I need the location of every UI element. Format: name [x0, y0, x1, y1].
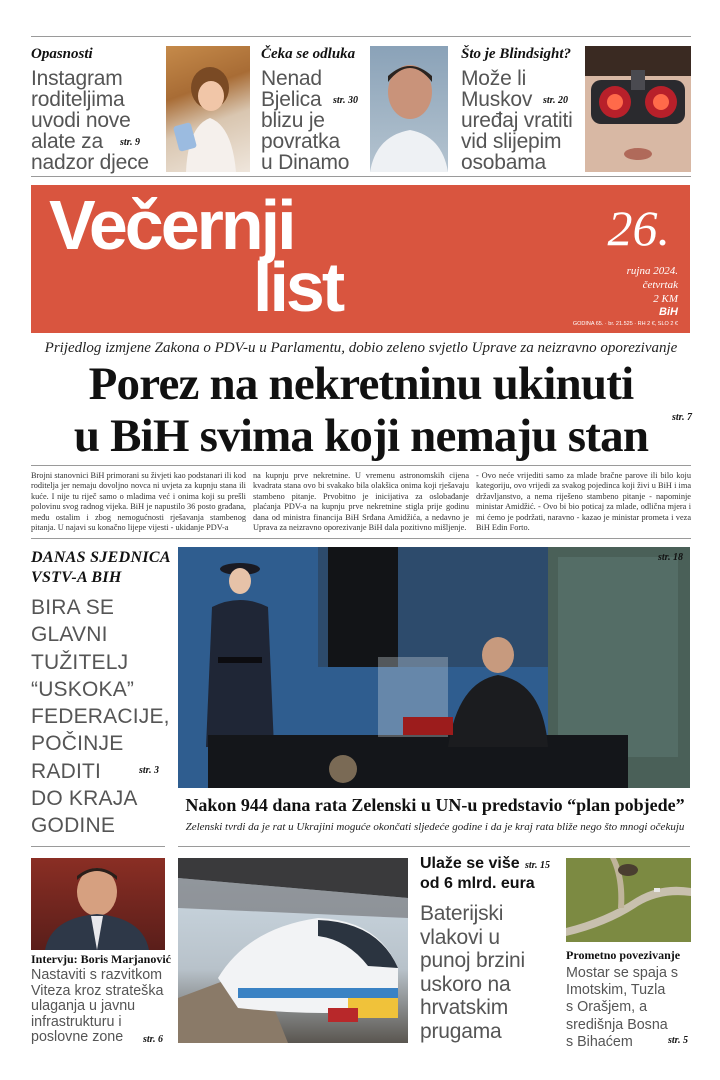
issue-day: 26. [607, 200, 670, 256]
vision-device-photo[interactable] [585, 46, 691, 172]
masthead[interactable] [31, 185, 690, 333]
issue-price: 2 KM [653, 293, 678, 305]
teaser-kicker: Što je Blindsight? [461, 46, 572, 62]
teaser-title[interactable]: Instagram roditeljima uvodi nove alate za nadzor djece [31, 67, 149, 174]
teaser-bottom-rule [31, 176, 691, 177]
lead-column-3: - Ovo neće vrijediti samo za mlade bračne parove ili bilo koju kategoriju, ovo vrijedi za svakog pojedinca koji živi u BiH i ima državljanstvo, a nema riješeno stambeno pitanje - napominje ministar Amidžić. - Ovo bi bio poticaj za mlade, odlična mjera i mi ćemo je podržati, naravno - kazao je ministar prometa i veza BiH Edin Forto. [476, 471, 691, 533]
page-ref: str. 6 [143, 1034, 164, 1045]
side-kicker: DANAS SJEDNICA VSTV-A BIH [31, 549, 171, 586]
page-ref: str. 9 [120, 137, 141, 148]
teaser-kicker: Opasnosti [31, 46, 93, 62]
lead-subheadline: Prijedlog izmjene Zakona o PDV-u u Parlamentu, dobio zeleno svjetlo Uprave za neizravno oporezivanje [44, 340, 678, 356]
lead-rule [31, 465, 691, 466]
teaser-kicker: Čeka se odluka [261, 46, 356, 62]
feature-headline[interactable]: Nakon 944 dana rata Zelenski u UN-u predstavio “plan pobjede” [185, 795, 685, 815]
lead-headline[interactable]: Porez na nekretninu ukinuti u BiH svima koji nemaju stan [73, 358, 649, 462]
logo-line1: Večernji [49, 186, 294, 264]
lead-column-1: Brojni stanovnici BiH primorani su živjeti kao podstanari ili kod roditelja jer nemaju dovoljno novca ni uvjeta za kupnju stana ili kuće. I nije tu riječ samo o mladima već i onima koji su prešli polovinu svog radnog vijeka. BiH je napustilo 36 posto građana, među ostalim i zbog nemogućnosti rješavanja stambenog pitanja. U najavi su konačno lijepe vijesti - ukidanje PDV-a [31, 471, 246, 533]
roads-text[interactable]: Mostar se spaja s Imotskim, Tuzla s Orašjem, a središnja Bosna s Bihaćem [566, 965, 679, 1050]
battery-train-photo[interactable] [178, 858, 408, 1043]
nenad-bjelica-photo[interactable] [370, 46, 448, 172]
teaser-title[interactable]: Nenad Bjelica blizu je povratka u Dinamo [261, 67, 350, 174]
roads-kicker: Prometno povezivanje [566, 948, 681, 962]
bottom-section-rule [178, 846, 690, 847]
logo-line2: list [253, 248, 343, 326]
boris-marjanovic-photo[interactable] [31, 858, 165, 950]
lead-column-2: na kupnju prve nekretnine. U vremenu astronomskih cijena kvadrata stana ovo bi svakako bila olakšica onima koji rješavaju stambeno pitanje. Prvobitno je inicijativa za oslobađanje plaćanja PDV-a na kupnju prve nekretnine stigla prije godinu dana od ministra financija BiH Srđana Amidžića, a nedavno je Uprava za neizravno oporezivanje BiH dala pozitivno mišljenje. [253, 471, 469, 533]
issue-month-year: rujna 2024. [626, 265, 678, 277]
page-ref: str. 7 [672, 412, 693, 423]
page-ref: str. 3 [139, 765, 160, 776]
trains-kicker: Ulaže se više od 6 mlrd. eura [420, 855, 535, 892]
page-ref: str. 18 [658, 552, 684, 563]
interview-kicker: Intervju: Boris Marjanović [31, 952, 171, 966]
interview-text[interactable]: Nastaviti s razvitkom Viteza kroz strateška ulaganja u javnu infrastrukturu i poslovne zone [31, 967, 164, 1045]
page-ref: str. 20 [543, 95, 569, 106]
lead-bottom-rule [31, 538, 691, 539]
issue-edition: BiH [659, 306, 678, 318]
page-ref: str. 15 [525, 860, 551, 871]
feature-subline: Zelenski tvrdi da je rat u Ukrajini moguće okončati sljedeće godine i da je kraj rata bliže nego što mnogi očekuju [185, 821, 685, 833]
child-with-phone-photo[interactable] [166, 46, 250, 172]
bottom-section-rule [31, 846, 165, 847]
road-aerial-photo[interactable] [566, 858, 691, 942]
side-story-title[interactable]: BIRA SE GLAVNI TUŽITELJ “USKOKA” FEDERACIJE, POČINJE RADITI DO KRAJA GODINE [31, 596, 170, 838]
trains-title[interactable]: Baterijski vlakovi u punoj brzini uskoro na hrvatskim prugama [420, 902, 525, 1043]
issue-info: GODINA 65. · br. 21.525 · RH 2 €, SLO 2 € [572, 321, 678, 327]
page-ref: str. 5 [668, 1035, 689, 1046]
teaser-title[interactable]: Može li Muskov uređaj vratiti vid slijepim osobama [461, 67, 573, 174]
page-ref: str. 30 [333, 95, 359, 106]
zelensky-un-speech-photo[interactable] [178, 547, 690, 788]
top-rule [31, 36, 691, 37]
issue-weekday: četvrtak [642, 279, 678, 291]
